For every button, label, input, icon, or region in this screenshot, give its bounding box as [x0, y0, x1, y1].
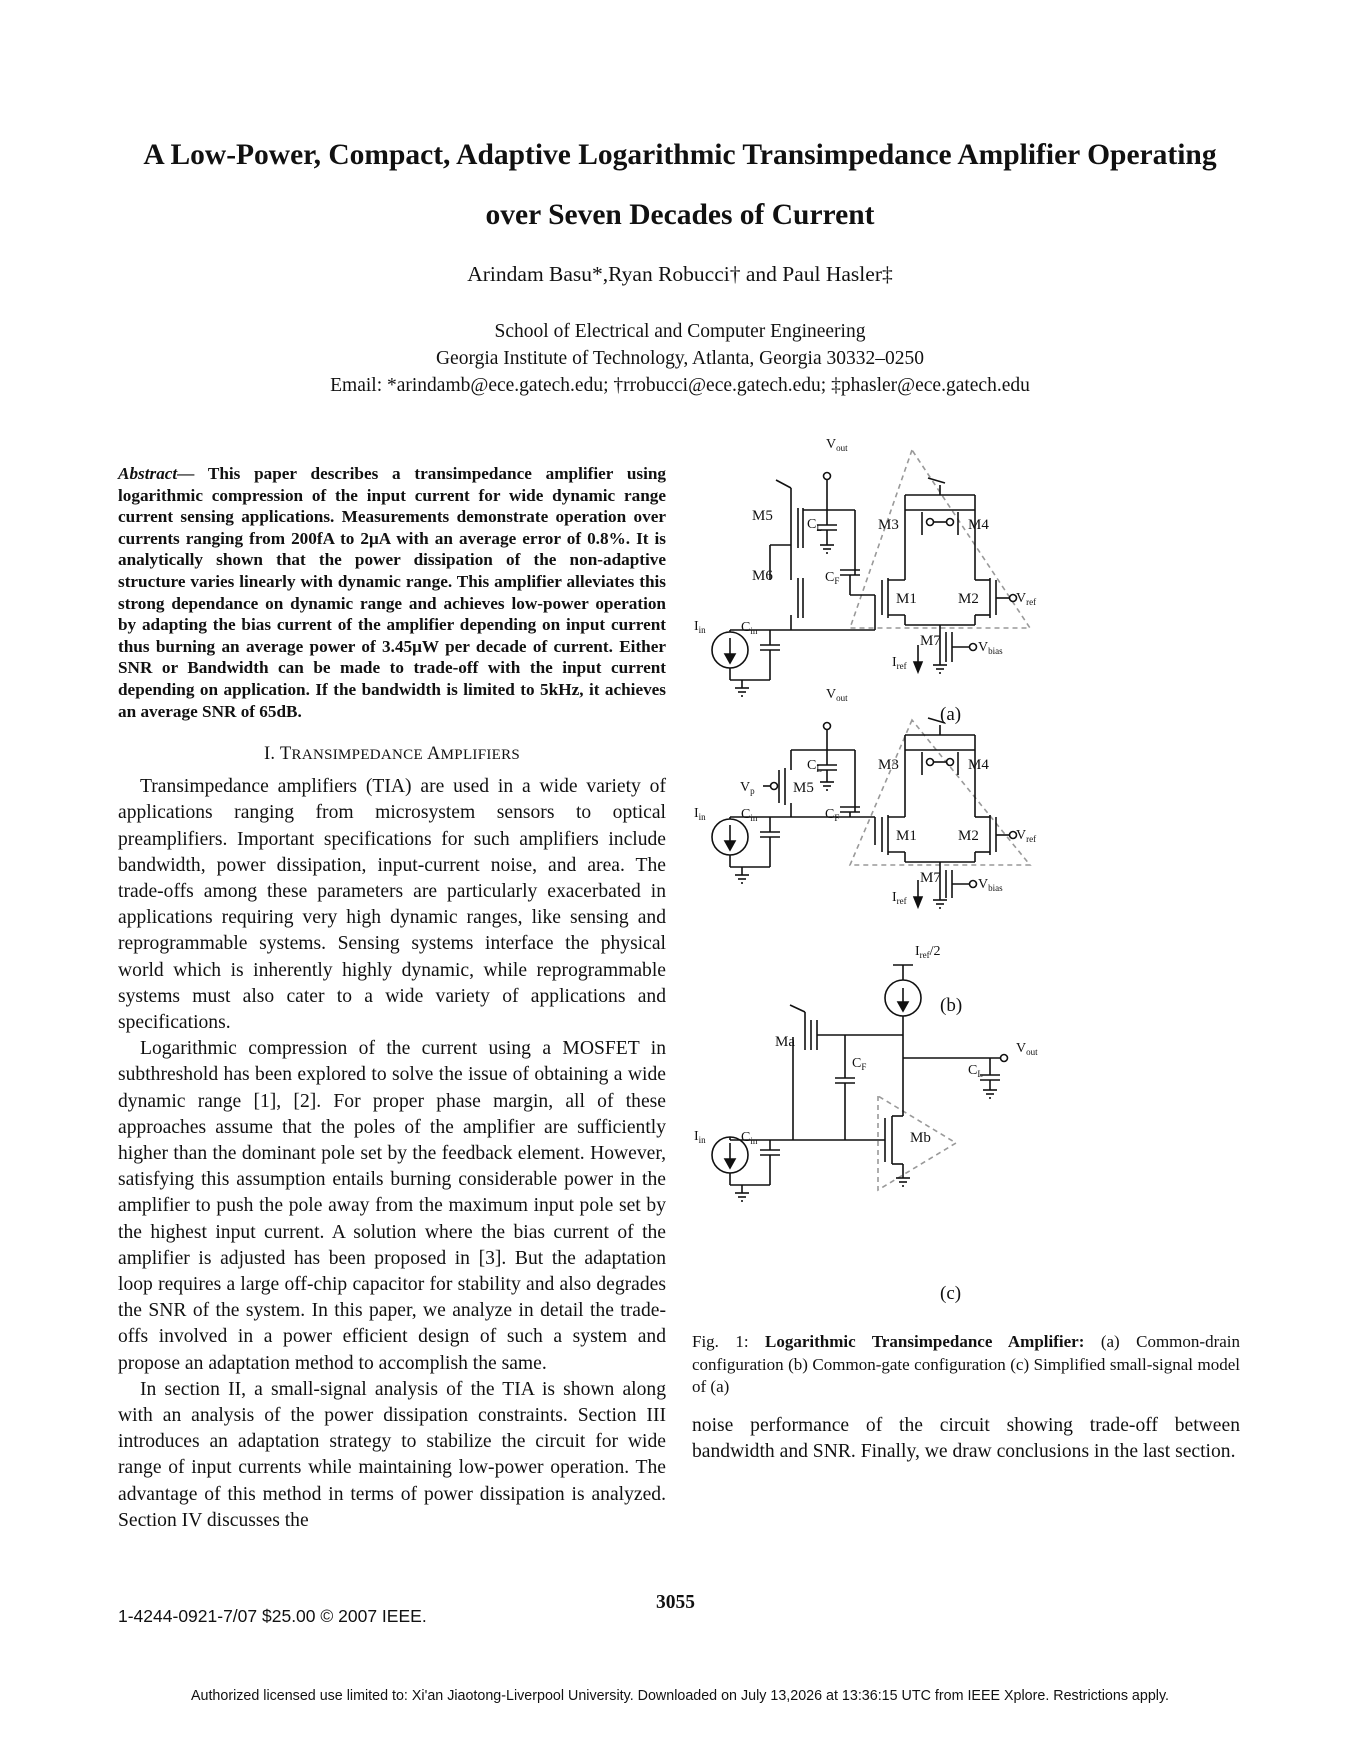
affiliation-line-2: Georgia Institute of Technology, Atlanta, Georgia 30332–0250: [435, 348, 925, 369]
svg-text:Cin: $C_{in}$: [741, 807, 758, 823]
paragraph-3: In section II, a small-signal analysis of the TIA is shown along with an analysis of the power dissipation constraints. Section III introduces an adaptation strategy to stabilize the circuit for wide range of input currents while maintaining low-power operation. The advantage of this method in terms of power dissipation is analyzed. Section IV discusses the: [118, 1378, 666, 1531]
left-column: [118, 463, 666, 1534]
paper-title: [0, 125, 1360, 245]
figure-1-schematics: [690, 437, 1250, 1320]
svg-text:M3: M3: [878, 757, 899, 773]
a-vout-label: $V_{out}$: [826, 437, 848, 453]
svg-text:M2: M2: [958, 591, 979, 607]
right-column-text: noise performance of the circuit showing trade-off between bandwidth and SNR. Finally, we draw conclusions in the last section.: [692, 1415, 1240, 1463]
figure-label-b: (b): [940, 995, 963, 1016]
svg-text:CF: $C_F$: [825, 570, 840, 586]
section-heading: I. TRANSIMPEDANCE AMPLIFIERS: [263, 744, 521, 765]
svg-text:M2: M2: [958, 828, 979, 844]
isbn-copyright: 1-4244-0921-7/07 $25.00 © 2007 IEEE.: [118, 1606, 427, 1626]
schematic-c: [694, 944, 1038, 1201]
svg-text:Vp: $V_p$: [740, 780, 755, 796]
svg-text:Iref/2: $I_{ref}/2$: [915, 944, 941, 960]
svg-text:Iref: $I_{ref}$: [892, 890, 907, 906]
svg-text:Vref: $V_{ref}$: [1016, 828, 1037, 844]
svg-text:Vout: $V_{out}$: [826, 687, 848, 703]
schematic-b: [694, 687, 1036, 908]
svg-text:M6: M6: [752, 568, 773, 584]
svg-text:M5: M5: [793, 780, 814, 796]
title-line-2: over Seven Decades of Current: [485, 199, 875, 231]
figure-label-c: (c): [940, 1283, 962, 1304]
svg-text:Iin: $I_{in}$: [694, 1129, 706, 1145]
svg-text:Ma: Ma: [775, 1034, 795, 1050]
svg-text:CL: $C_L$: [807, 758, 822, 774]
svg-text:Iref: $I_{ref}$: [892, 655, 907, 671]
figure-label-a: (a): [940, 704, 962, 725]
svg-text:M4: M4: [968, 757, 989, 773]
svg-text:M3: M3: [878, 517, 899, 533]
abstract-keyword: Abstract—: [118, 464, 195, 483]
author-list: Arindam Basu*,Ryan Robucci† and Paul Hasler‡: [467, 262, 893, 286]
svg-text:Vout: $V_{out}$: [1016, 1041, 1038, 1057]
affiliation: [0, 318, 1360, 399]
svg-text:M7: M7: [920, 633, 941, 649]
paragraph-2: Logarithmic compression of the current using a MOSFET in subthreshold has been explored to solve the issue of obtaining a wide dynamic range [1], [2]. For proper phase margin, all of these approaches assume that the poles of the amplifier are sufficiently higher than the dominant pole set by the feedback element. However, satisfying this assumption entails burning considerable power in the amplifier to push the pole away from the maximum input pole set by the highest input current. A solution where the bias current of the amplifier is adjusted has been proposed in [3]. But the adaptation loop requires a large off-chip capacitor for stability and also degrades the SNR of the system. In this paper, we analyze in detail the trade-offs involved in a power efficient design of such a system and propose an adaptation method to accomplish the same.: [118, 1038, 666, 1374]
svg-text:M4: M4: [968, 517, 989, 533]
page-number: 3055: [656, 1592, 695, 1613]
svg-text:M1: M1: [896, 591, 917, 607]
svg-text:Vbias: $V_{bias}$: [978, 640, 1003, 656]
affiliation-line-1: School of Electrical and Computer Engineering: [494, 321, 866, 342]
affiliation-email: Email: *arindamb@ece.gatech.edu; †rrobucci@ece.gatech.edu; ‡phasler@ece.gatech.edu: [330, 375, 1030, 396]
svg-text:Iin: $I_{in}$: [694, 806, 706, 822]
svg-text:M5: M5: [752, 508, 773, 524]
title-line-1: A Low-Power, Compact, Adaptive Logarithmic Transimpedance Amplifier Operating: [143, 139, 1217, 171]
svg-text:Cin: $C_{in}$: [741, 1130, 758, 1146]
svg-text:M1: M1: [896, 828, 917, 844]
svg-text:CF: $C_F$: [852, 1056, 867, 1072]
svg-text:CL: $C_L$: [968, 1063, 983, 1079]
svg-text:Vref: $V_{ref}$: [1016, 591, 1037, 607]
svg-text:Cin: $C_{in}$: [741, 620, 758, 636]
schematic-a: [694, 437, 1036, 696]
abstract: [118, 463, 666, 722]
figure-caption: Fig. 1: Logarithmic Transimpedance Amplifier: (a) Common-drain configuration (b) Common-gate configuration (c) Simplified small-signal model of (a): [692, 1332, 1240, 1396]
svg-text:Iin: $I_{in}$: [694, 619, 706, 635]
svg-text:M7: M7: [920, 870, 941, 886]
svg-text:CL: $C_L$: [807, 517, 822, 533]
svg-text:Vbias: $V_{bias}$: [978, 877, 1003, 893]
abstract-text: This paper describes a transimpedance amplifier using logarithmic compression of the input current for wide dynamic range current sensing applications. Measurements demonstrate operation over currents ranging from 200fA to 2μA with an average error of 0.8%. It is analytically shown that the power dissipation of the non-adaptive structure varies linearly with dynamic range. This amplifier alleviates this strong dependance on dynamic range and achieves low-power operation by adapting the bias current of the amplifier depending on input current thus burning an average power of 3.45μW per decade of current. Either SNR or Bandwidth can be made to trade-off with the input current depending on application. If the bandwidth is limited to 5kHz, it achieves an average SNR of 65dB.: [118, 464, 666, 721]
svg-text:CF: $C_F$: [825, 807, 840, 823]
paragraph-1: Transimpedance amplifiers (TIA) are used in a wide variety of applications ranging from microsystem sensors to optical preamplifiers. Important specifications for such amplifiers include bandwidth, power dissipation, input-current noise, and area. The trade-offs among these parameters are particularly exacerbated in applications requiring very high dynamic ranges, like sensing and reprogrammable systems. Sensing systems interface the physical world which is inherently highly dynamic, while reprogrammable systems must also cater to a wide variety of applications and specifications.: [118, 776, 666, 1033]
svg-text:Mb: Mb: [910, 1130, 931, 1146]
authorized-use-notice: Authorized licensed use limited to: Xi'an Jiaotong-Liverpool University. Downloaded on July 13,2026 at 13:36:15 UTC from IEEE Xplore. Restrictions apply.: [190, 1688, 1170, 1704]
